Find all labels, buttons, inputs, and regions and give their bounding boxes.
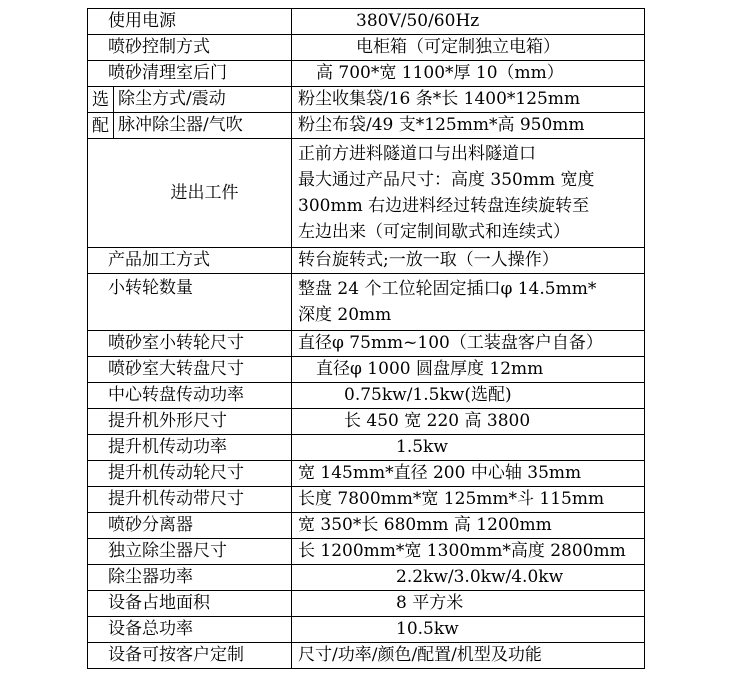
- table-row: [88, 35, 645, 61]
- table-row: [88, 617, 645, 643]
- row-value: 宽 350*长 680mm 高 1200mm: [292, 513, 645, 539]
- row-label: 提升机传动带尺寸: [88, 487, 292, 513]
- small-wheels-line: 整盘 24 个工位轮固定插口φ 14.5mm*: [298, 279, 597, 299]
- row-label: 小转轮数量: [88, 274, 292, 331]
- table-row: [88, 409, 645, 435]
- row-value: 粉尘收集袋/16 条*长 1400*125mm: [292, 87, 645, 113]
- row-value-multiline: [292, 274, 645, 331]
- io-line: 左边出来（可定制间歇式和连续式）: [298, 222, 570, 242]
- spec-table: [87, 8, 645, 669]
- table-row: [88, 565, 645, 591]
- row-value: 380V/50/60Hz: [292, 9, 645, 35]
- optional-group-label-bottom: 配: [88, 113, 114, 139]
- row-value: 8 平方米: [292, 591, 645, 617]
- row-label: 提升机外形尺寸: [88, 409, 292, 435]
- row-label: 独立除尘器尺寸: [88, 539, 292, 565]
- row-label: 设备占地面积: [88, 591, 292, 617]
- row-value: 长度 7800mm*宽 125mm*斗 115mm: [292, 487, 645, 513]
- io-line: 最大通过产品尺寸：高度 350mm 宽度: [298, 170, 595, 190]
- table-row: [88, 461, 645, 487]
- io-line: 300mm 右边进料经过转盘连续旋转至: [298, 196, 590, 216]
- row-label: 进出工件: [88, 139, 292, 248]
- table-row: [88, 357, 645, 383]
- table-row: [88, 9, 645, 35]
- row-label: 提升机传动功率: [88, 435, 292, 461]
- row-value: 10.5kw: [292, 617, 645, 643]
- row-value: 长 1200mm*宽 1300mm*高度 2800mm: [292, 539, 645, 565]
- row-label: 产品加工方式: [88, 248, 292, 274]
- row-value: 直径φ 75mm~100（工装盘客户自备）: [292, 331, 645, 357]
- row-label: 使用电源: [88, 9, 292, 35]
- row-label: 喷砂室大转盘尺寸: [88, 357, 292, 383]
- row-value: 尺寸/功率/颜色/配置/机型及功能: [292, 643, 645, 669]
- row-value: 0.75kw/1.5kw(选配): [292, 383, 645, 409]
- table-row: [88, 643, 645, 669]
- small-wheels-line: 深度 20mm: [298, 305, 392, 325]
- table-row: [88, 274, 645, 331]
- row-value: 粉尘布袋/49 支*125mm*高 950mm: [292, 113, 645, 139]
- row-value: 2.2kw/3.0kw/4.0kw: [292, 565, 645, 591]
- row-value: 长 450 宽 220 高 3800: [292, 409, 645, 435]
- table-row: [88, 591, 645, 617]
- row-value: 1.5kw: [292, 435, 645, 461]
- row-value: 高 700*宽 1100*厚 10（mm）: [292, 61, 645, 87]
- table-row: [88, 331, 645, 357]
- row-value: 宽 145mm*直径 200 中心轴 35mm: [292, 461, 645, 487]
- table-row: [88, 139, 645, 248]
- row-label: 设备可按客户定制: [88, 643, 292, 669]
- table-row: [88, 513, 645, 539]
- table-row: [88, 87, 645, 113]
- row-label: 提升机传动轮尺寸: [88, 461, 292, 487]
- table-row: [88, 61, 645, 87]
- table-row: [88, 487, 645, 513]
- row-label: 设备总功率: [88, 617, 292, 643]
- table-row: [88, 113, 645, 139]
- row-value: 直径φ 1000 圆盘厚度 12mm: [292, 357, 645, 383]
- table-row: [88, 383, 645, 409]
- row-label: 除尘器功率: [88, 565, 292, 591]
- table-row: [88, 435, 645, 461]
- io-line: 正前方进料隧道口与出料隧道口: [298, 144, 536, 164]
- row-label: 脉冲除尘器/气吹: [114, 113, 292, 139]
- row-label: 喷砂室小转轮尺寸: [88, 331, 292, 357]
- row-label: 喷砂清理室后门: [88, 61, 292, 87]
- row-value-multiline: [292, 139, 645, 248]
- table-row: [88, 539, 645, 565]
- row-value: 电柜箱（可定制独立电箱）: [292, 35, 645, 61]
- row-label: 除尘方式/震动: [114, 87, 292, 113]
- table-row: [88, 248, 645, 274]
- row-value: 转台旋转式;一放一取（一人操作）: [292, 248, 645, 274]
- row-label: 喷砂控制方式: [88, 35, 292, 61]
- row-label: 喷砂分离器: [88, 513, 292, 539]
- row-label: 中心转盘传动功率: [88, 383, 292, 409]
- optional-group-label-top: 选: [88, 87, 114, 113]
